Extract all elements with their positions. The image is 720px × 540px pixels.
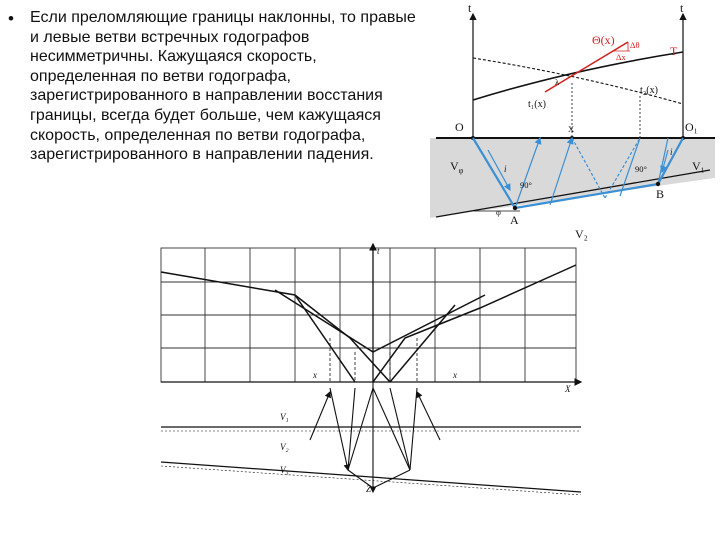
deg90-left: 90°	[520, 180, 532, 190]
t-label: t	[377, 246, 380, 256]
i-label-right: i	[670, 147, 673, 157]
t-label-right: t	[680, 1, 684, 15]
bottom-rays	[310, 388, 440, 488]
delta-theta-label: Δθ	[630, 40, 640, 50]
phi-label: φ	[496, 207, 501, 217]
i-label-left: i	[504, 164, 507, 174]
theta-label: Θ(x)	[592, 33, 615, 47]
O1-label: O₁	[685, 120, 698, 134]
V2-label: V₂	[280, 442, 289, 452]
point-A	[513, 206, 517, 210]
Z-label: Z	[366, 484, 372, 494]
t1-label: t₁(x)	[528, 99, 546, 110]
t-label-left: t	[468, 1, 472, 15]
delta-x-label: Δx	[616, 52, 626, 62]
V3-label: V₃	[280, 465, 289, 475]
bullet-text: Если преломляющие границы наклонны, то правые и левые ветви встречных годографов несимметричны. Кажущаяся скорость, определенная по ветви годографа, зарегистрированного в направлении восстания границы, всегда будет больше, чем кажущаяся скорость, определенная по ветви годографа, зарегистрированного в направлении падения.	[30, 9, 416, 164]
lambda-label: λ	[555, 77, 560, 87]
bullet-point	[8, 8, 428, 165]
xkp-left-label: x	[313, 370, 317, 380]
X-label: X	[568, 124, 575, 134]
nomogram-grid	[161, 248, 576, 382]
traveltime-curves	[161, 265, 576, 382]
point-B	[656, 182, 660, 186]
deg90-right: 90°	[635, 164, 647, 174]
V1-label: V₁	[692, 159, 705, 173]
refraction-diagram-bottom	[155, 240, 585, 495]
V1-label: V₁	[280, 412, 289, 422]
T-label: T	[670, 44, 678, 58]
traveltime-curve-t2	[473, 58, 683, 104]
B-label: B	[656, 187, 665, 201]
bullet-symbol: •	[8, 9, 14, 28]
xkp-right-label: x	[453, 370, 457, 380]
O-label: O	[455, 120, 464, 134]
t2-label: t₂(x)	[640, 85, 658, 96]
V-phi-sub: φ	[458, 166, 464, 175]
A-label: A	[510, 213, 519, 227]
V-phi-main: V	[450, 159, 459, 173]
refraction-diagram-top	[430, 0, 715, 245]
X-label: X	[565, 384, 571, 394]
V2-label: V₂	[575, 227, 588, 241]
